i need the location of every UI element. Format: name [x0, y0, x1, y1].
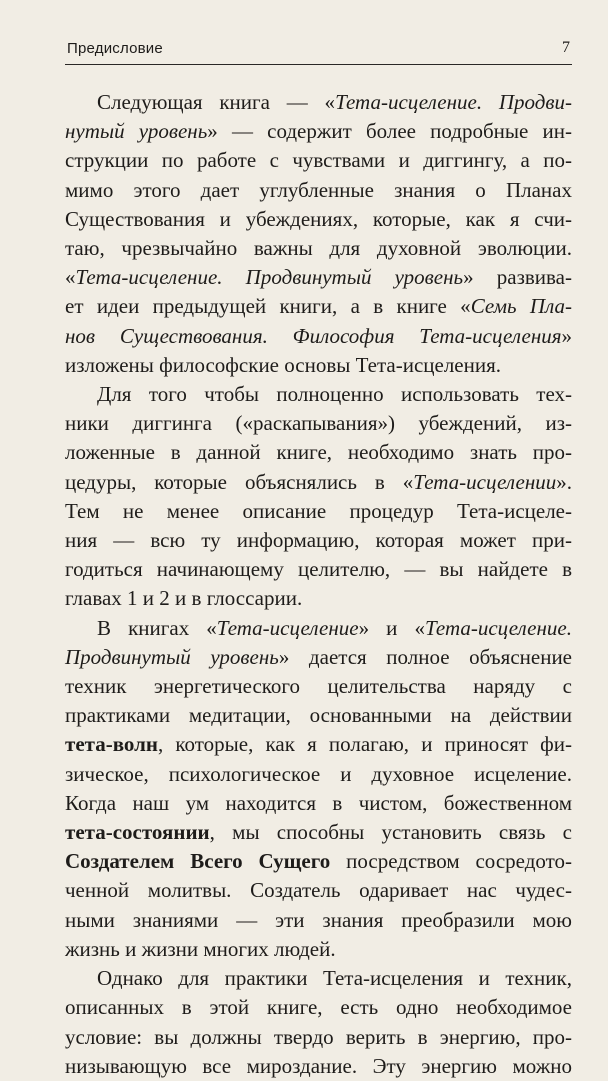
text-line: Однако для практики Тета-исцеления и техник,	[97, 966, 572, 991]
text-line: мимо этого дает углубленные знания о Планах	[65, 177, 572, 202]
text-line: практиками медитации, основанными на действии	[65, 703, 572, 728]
text-line: «Тета-исцеление. Продвинутый уровень» развива-	[65, 265, 572, 290]
body-text	[65, 88, 572, 1081]
text-line: зическое, психологическое и духовное исцеление.	[65, 761, 572, 786]
running-header	[65, 36, 572, 65]
text-line: таю, чрезвычайно важны для духовной эволюции.	[65, 236, 572, 261]
text-line: ния — всю ту информацию, которая может при-	[65, 528, 572, 553]
paragraph-3	[65, 614, 572, 964]
text-line: ники диггинга («раскапывания») убеждений, из-	[65, 411, 572, 436]
text-line: нов Существования. Философия Тета-исцеления»	[65, 323, 572, 348]
chapter-title: Предисловие	[67, 40, 163, 57]
text-line: цедуры, которые объяснялись в «Тета-исцелении».	[65, 469, 572, 494]
text-line: Для того чтобы полноценно использовать тех-	[97, 382, 572, 407]
text-line: В книгах «Тета-исцеление» и «Тета-исцеление.	[97, 615, 572, 640]
text-line: Тем не менее описание процедур Тета-исцеле-	[65, 498, 572, 523]
paragraph-1	[65, 88, 572, 380]
text-line: тета-состоянии, мы способны установить связь с	[65, 820, 572, 845]
text-line: Существования и убеждениях, которые, как я счи-	[65, 206, 572, 231]
text-line: ложенные в данной книге, необходимо знать про-	[65, 440, 572, 465]
text-line: ет идеи предыдущей книги, а в книге «Семь Пла-	[65, 294, 573, 319]
text-line: Продвинутый уровень» дается полное объяснение	[65, 644, 572, 669]
text-line: нутый уровень» — содержит более подробные ин-	[65, 119, 572, 144]
text-line: ными знаниями — эти знания преобразили мою	[65, 907, 572, 932]
text-line: струкции по работе с чувствами и диггингу, а по-	[65, 148, 572, 173]
paragraph-2	[65, 380, 572, 614]
text-line: Создателем Всего Сущего посредством сосредото-	[65, 849, 572, 874]
text-line: ченной молитвы. Создатель одаривает нас чудес-	[65, 878, 572, 903]
text-line: техник энергетического целительства наряду с	[65, 674, 572, 699]
text-line: Следующая книга — «Тета-исцеление. Продви-	[97, 90, 572, 114]
text-line: годиться начинающему целителю, — вы найдете в	[65, 557, 572, 582]
text-line: условие: вы должны твердо верить в энергию, про-	[65, 1024, 572, 1049]
text-line: описанных в этой книге, есть одно необходимое	[65, 995, 572, 1020]
text-line: главах 1 и 2 и в глоссарии.	[65, 586, 303, 611]
text-line: изложены философские основы Тета-исцеления.	[65, 352, 502, 377]
text-line: жизнь и жизни многих людей.	[65, 936, 336, 961]
page-number: 7	[562, 39, 570, 56]
text-line: Когда наш ум находится в чистом, божественном	[65, 790, 572, 815]
paragraph-4	[65, 964, 572, 1081]
text-line: тета-волн, которые, как я полагаю, и приносят фи-	[65, 732, 572, 757]
text-line: низывающую все мироздание. Эту энергию можно	[65, 1053, 572, 1078]
